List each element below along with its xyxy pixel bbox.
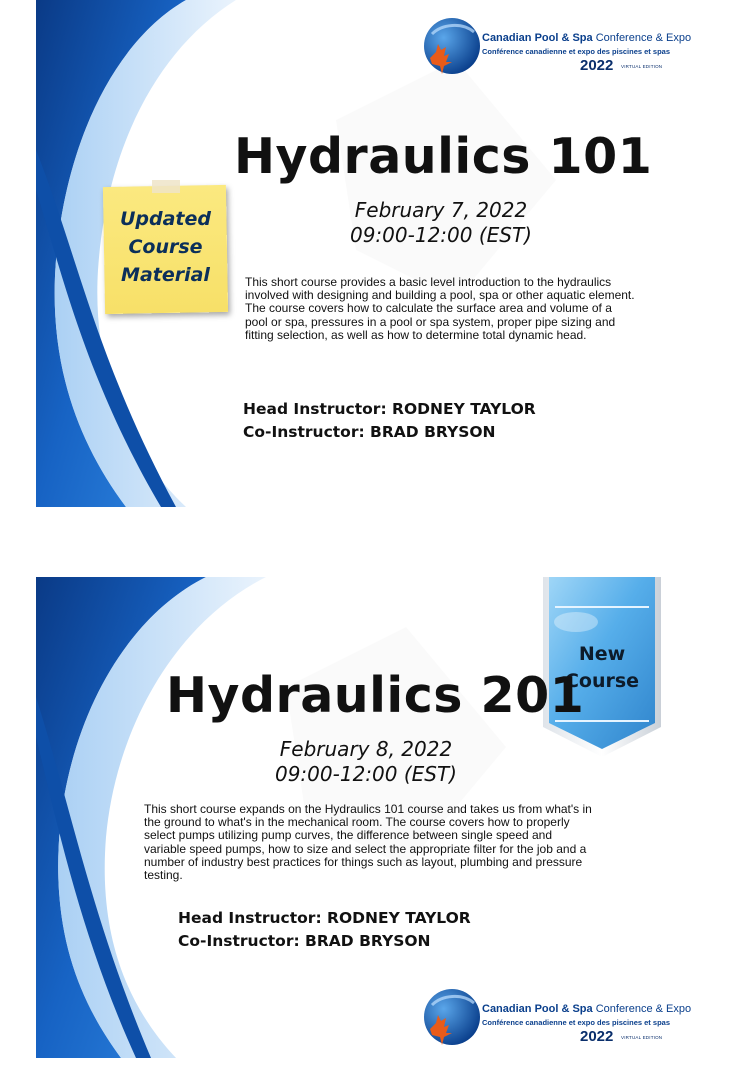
maple-leaf-globe-icon <box>422 14 482 78</box>
course-time: 09:00-12:00 (EST) <box>349 223 532 247</box>
course-time: 09:00-12:00 (EST) <box>274 762 457 786</box>
logo-french-title: Conférence canadienne et expo des piscines et spas <box>482 47 670 56</box>
cpsc-logo <box>422 14 690 78</box>
sticky-line-2: Course <box>128 236 203 258</box>
course-description: This short course provides a basic level introduction to the hydraulics involved with designing and building a pool, spa or other aquatic element. The course covers how to calculate the surface area and volume of a pool or spa, pressures in a pool or spa system, proper pipe sizing and fitting selection, as well as how to determine total dynamic head. <box>245 275 635 342</box>
logo-year: 2022 <box>580 57 614 74</box>
course-title: Hydraulics 201 <box>166 667 585 724</box>
maple-leaf-globe-icon <box>422 985 482 1049</box>
logo-edition: VIRTUAL EDITION <box>621 64 663 69</box>
logo-title: Canadian Pool & Spa Conference & Expo <box>482 1003 692 1015</box>
tape-strip <box>152 180 180 193</box>
instructors-block <box>243 398 536 444</box>
sticky-note-text <box>104 205 227 289</box>
course-description: This short course expands on the Hydraulics 101 course and takes us from what's in the ground to what's in the mechanical room. The course covers how to properly select pumps utilizing pump curves, the difference between single speed and variable speed pumps, how to size and select the appropriate filter for the job and a number of industry best practices for things such as layout, plumbing and pressure testing. <box>144 802 592 883</box>
ribbon-line-1: New <box>578 643 626 665</box>
course-date: February 7, 2022 <box>354 198 528 222</box>
logo-year: 2022 <box>580 1028 614 1045</box>
course-card-hydraulics-201 <box>36 577 716 1058</box>
course-schedule <box>261 737 471 787</box>
logo-title: Canadian Pool & Spa Conference & Expo <box>482 32 692 44</box>
course-date: February 8, 2022 <box>279 737 453 761</box>
sticky-line-3: Material <box>121 264 210 286</box>
instructors-block <box>178 907 471 953</box>
sticky-line-1: Updated <box>119 208 212 230</box>
course-schedule <box>336 198 546 248</box>
updated-material-sticky-note <box>104 186 227 313</box>
co-instructor: Co-Instructor: BRAD BRYSON <box>178 932 431 950</box>
head-instructor: Head Instructor: RODNEY TAYLOR <box>178 909 471 927</box>
cpsc-logo <box>422 985 690 1049</box>
co-instructor: Co-Instructor: BRAD BRYSON <box>243 423 496 441</box>
ribbon-line-2: Course <box>564 670 640 692</box>
logo-french-title: Conférence canadienne et expo des piscines et spas <box>482 1018 670 1027</box>
course-card-hydraulics-101 <box>36 0 716 507</box>
logo-edition: VIRTUAL EDITION <box>621 1035 663 1040</box>
course-title: Hydraulics 101 <box>234 128 653 185</box>
head-instructor: Head Instructor: RODNEY TAYLOR <box>243 400 536 418</box>
